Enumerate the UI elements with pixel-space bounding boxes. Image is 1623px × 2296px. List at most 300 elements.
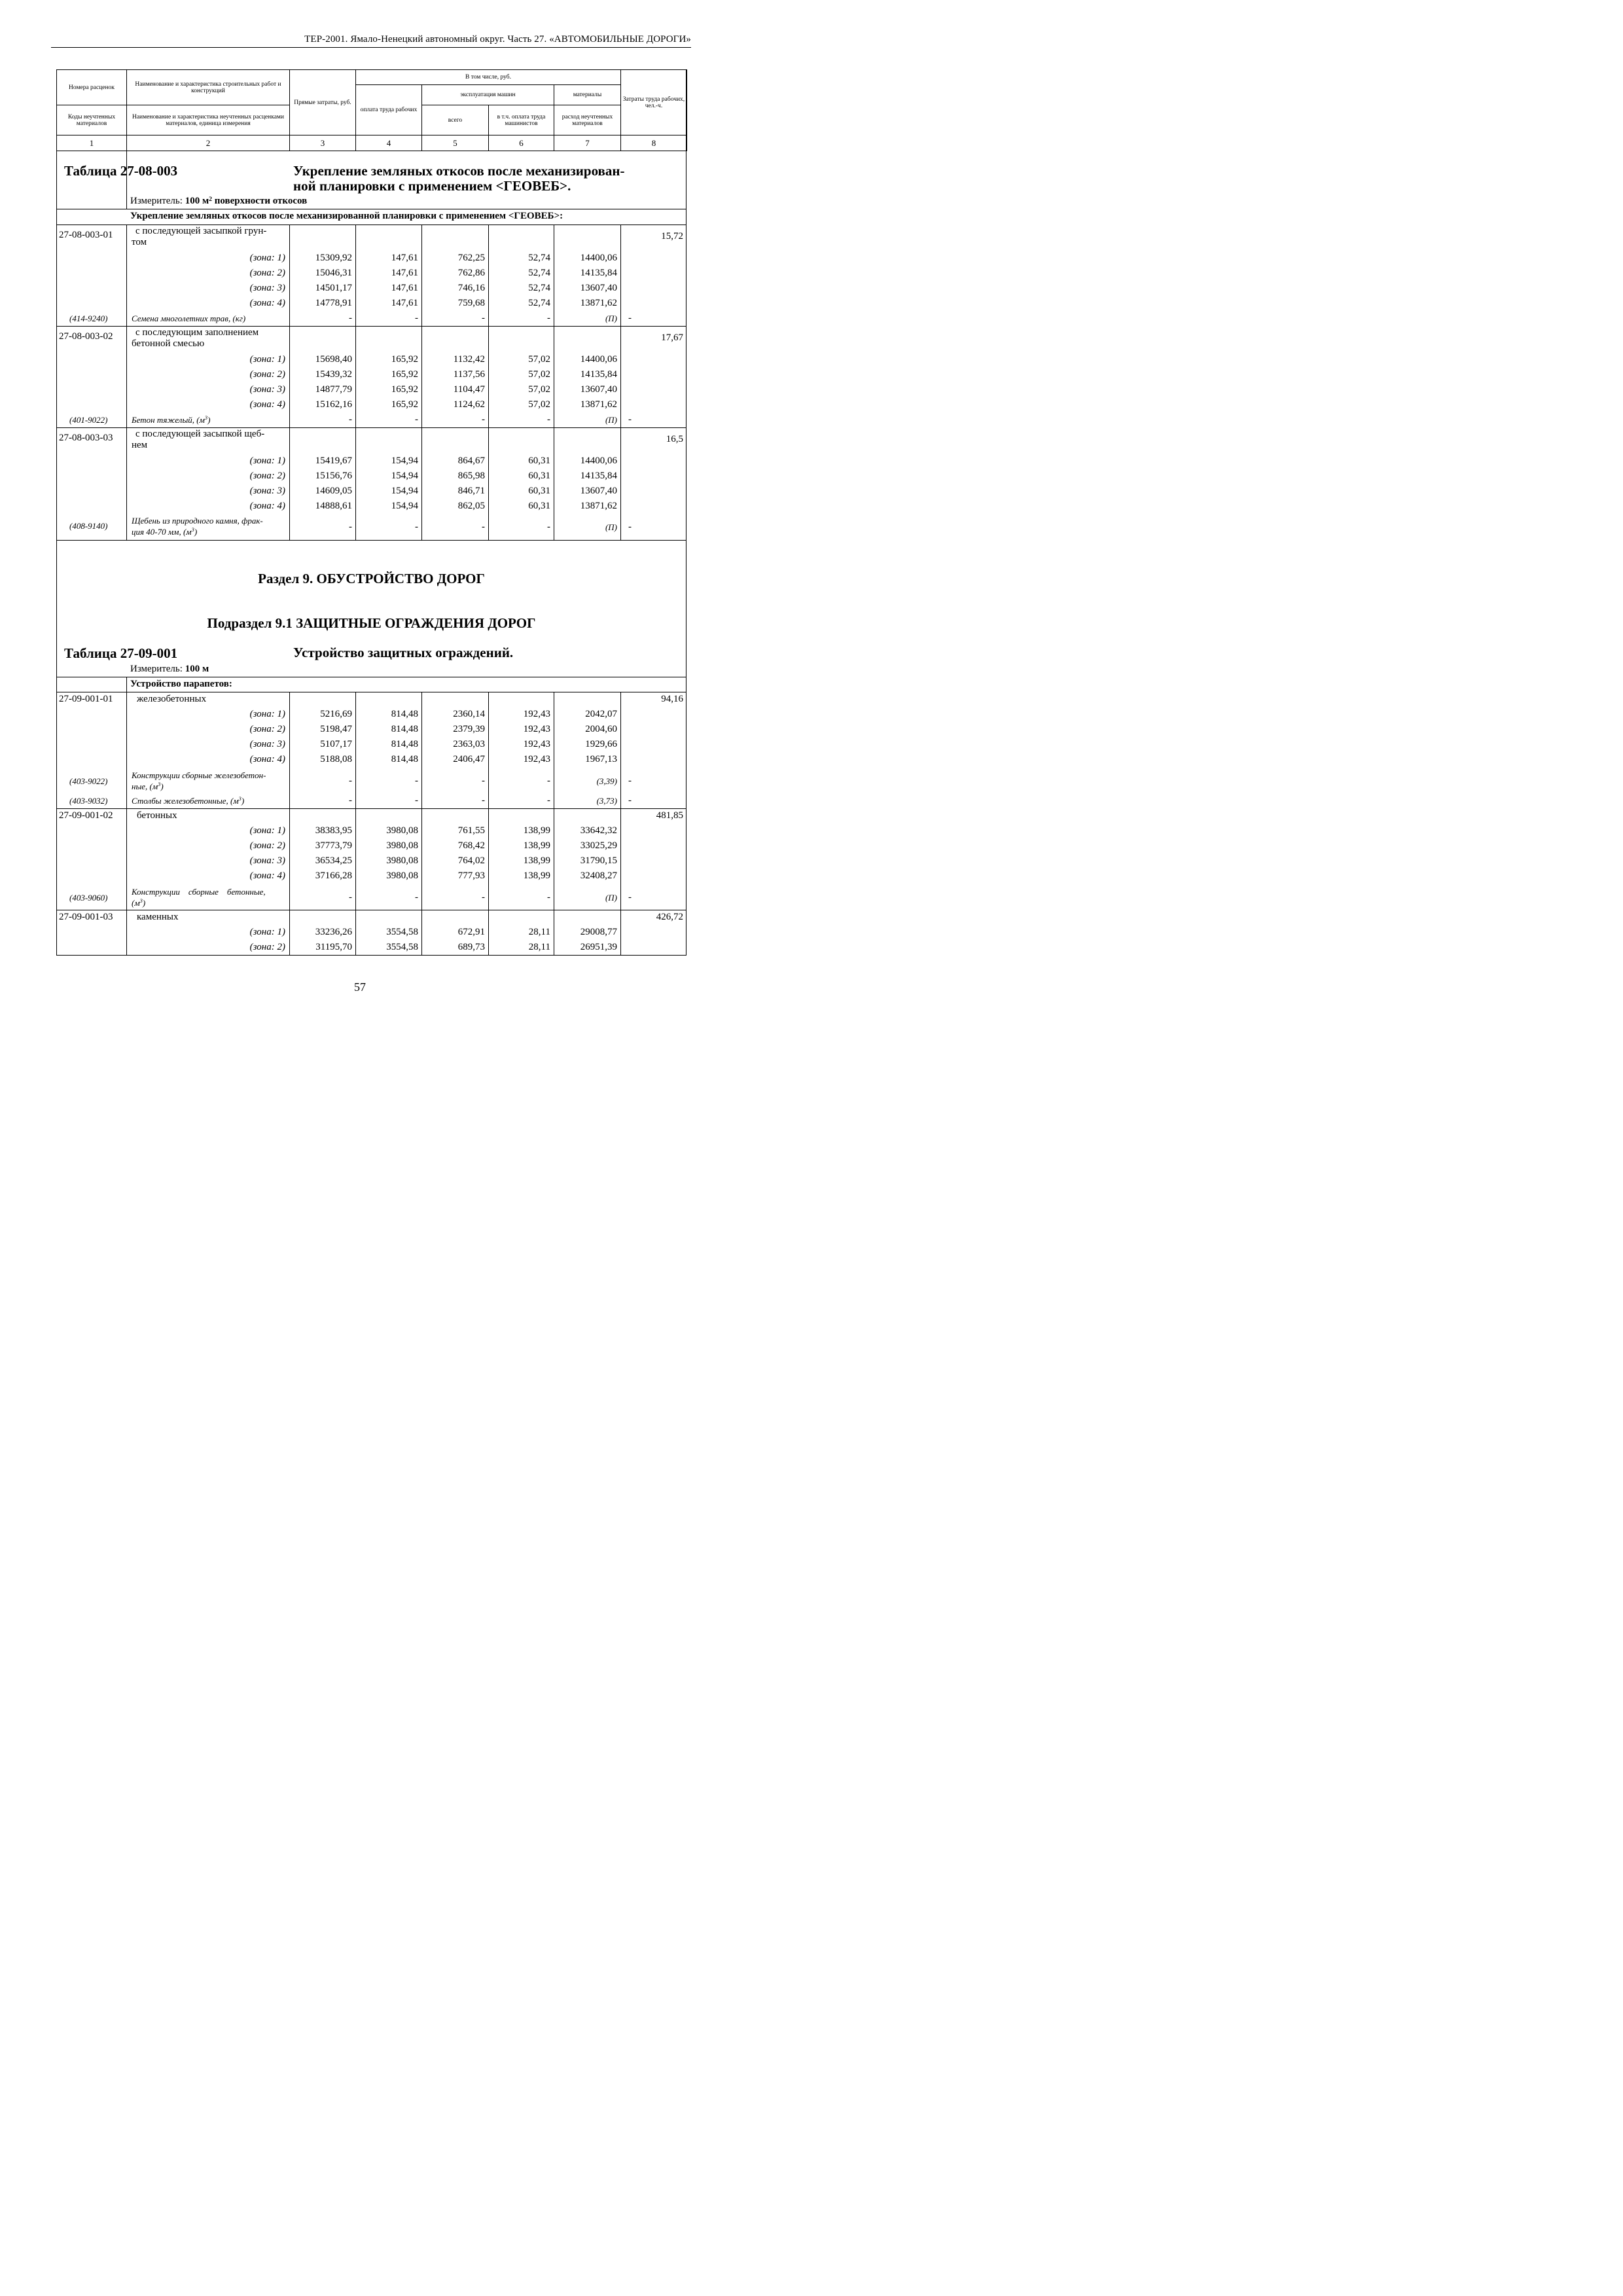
materials-cost: 31790,15 — [580, 855, 617, 866]
unit-exponent: 3 — [191, 526, 194, 533]
table-description — [293, 164, 679, 194]
machine-total: 2379,39 — [453, 724, 485, 734]
unit-close: ) — [241, 796, 245, 806]
zone-label: (зона: 1) — [249, 456, 285, 466]
materials-cost: 1967,13 — [585, 754, 617, 764]
col8-header: Затраты труда рабочих, чел.-ч. — [621, 70, 687, 135]
column-rule — [289, 427, 290, 540]
zone-label: (зона: 4) — [249, 399, 285, 410]
column-rule — [355, 692, 356, 808]
meter-label: Измеритель: — [130, 196, 183, 206]
materials-cost: 29008,77 — [580, 927, 617, 937]
dash: - — [628, 414, 632, 425]
dash: - — [547, 795, 550, 806]
table-title: Таблица 27-09-001 — [64, 645, 178, 661]
dash: - — [349, 776, 352, 786]
col7-header: расход неучтенных материалов — [554, 105, 621, 135]
col3-header: Прямые затраты, руб. — [290, 70, 356, 135]
labor-wage: 154,94 — [391, 471, 418, 481]
materials-cost: 32408,27 — [580, 870, 617, 881]
col4-header: оплата труда рабочих — [356, 85, 422, 135]
dash: - — [415, 795, 418, 806]
column-rule — [126, 326, 127, 427]
materials-cost: 2004,60 — [585, 724, 617, 734]
column-rule — [488, 808, 489, 910]
col6-header: в т.ч. оплата труда машинистов — [489, 105, 554, 135]
machine-total: 865,98 — [457, 471, 485, 481]
material-quantity: (П) — [605, 522, 617, 532]
direct-cost: 37166,28 — [315, 870, 352, 881]
machine-total: 762,25 — [457, 253, 485, 263]
machine-total: 2363,03 — [453, 739, 485, 749]
labor-cost: 17,67 — [661, 332, 683, 343]
dash: - — [547, 313, 550, 323]
work-name: каменных — [137, 912, 179, 922]
dash: - — [349, 313, 352, 323]
labor-wage: 3980,08 — [386, 855, 418, 866]
zone-label: (зона: 3) — [249, 486, 285, 496]
column-rule — [488, 692, 489, 808]
direct-cost: 5216,69 — [320, 709, 352, 719]
materials-cost: 14400,06 — [580, 253, 617, 263]
labor-wage: 165,92 — [391, 384, 418, 395]
labor-wage: 3554,58 — [386, 942, 418, 952]
rule — [56, 326, 687, 327]
material-name-text: Столбы железобетонные, (м — [132, 796, 239, 806]
direct-cost: 33236,26 — [315, 927, 352, 937]
labor-cost: 481,85 — [656, 810, 683, 821]
machine-total: 764,02 — [457, 855, 485, 866]
machines-header: эксплуатация машин — [422, 85, 554, 105]
column-rule — [620, 808, 621, 910]
dash: - — [547, 776, 550, 786]
labor-wage: 154,94 — [391, 456, 418, 466]
column-rule — [488, 427, 489, 540]
unit-exponent: 3 — [139, 897, 143, 904]
unit-close: ) — [194, 527, 198, 537]
column-rule — [421, 808, 422, 910]
materials-cost: 1929,66 — [585, 739, 617, 749]
machine-wage: 57,02 — [528, 399, 550, 410]
materials-cost: 13871,62 — [580, 501, 617, 511]
direct-cost: 14501,17 — [315, 283, 352, 293]
machine-wage: 57,02 — [528, 369, 550, 380]
dash: - — [349, 892, 352, 903]
unit-close: ) — [142, 898, 146, 908]
header-rule — [51, 47, 691, 48]
column-rule — [620, 692, 621, 808]
rate-code: 27-08-003-01 — [59, 230, 113, 240]
material-code: (401-9022) — [69, 415, 108, 425]
zone-label: (зона: 4) — [249, 754, 285, 764]
meter — [130, 664, 209, 675]
dash: - — [415, 776, 418, 786]
machine-wage: 28,11 — [528, 927, 550, 937]
group-heading: Укрепление земляных откосов после механизированной планировки с применением <ГЕОВЕБ>: — [130, 211, 563, 221]
rate-code: 27-09-001-03 — [59, 912, 113, 922]
column-rule — [488, 326, 489, 427]
unit-exponent: 3 — [204, 414, 208, 421]
direct-cost: 14609,05 — [315, 486, 352, 496]
zone-label: (зона: 2) — [249, 724, 285, 734]
zone-label: (зона: 3) — [249, 283, 285, 293]
material-name-line — [132, 897, 145, 908]
meter-suffix: поверхности откосов — [212, 196, 308, 206]
materials-cost: 33025,29 — [580, 840, 617, 851]
materials-cost: 13871,62 — [580, 298, 617, 308]
machine-wage: 192,43 — [523, 709, 550, 719]
column-rule — [126, 151, 127, 209]
direct-cost: 15698,40 — [315, 354, 352, 365]
machine-wage: 60,31 — [528, 501, 550, 511]
labor-wage: 3980,08 — [386, 840, 418, 851]
labor-wage: 3980,08 — [386, 825, 418, 836]
dash: - — [628, 892, 632, 903]
work-name-line: бетонной смесью — [132, 338, 205, 349]
labor-wage: 814,48 — [391, 724, 418, 734]
column-rule — [488, 910, 489, 956]
column-rule — [421, 326, 422, 427]
material-quantity: (3,39) — [596, 776, 617, 786]
dash: - — [547, 414, 550, 425]
direct-cost: 38383,95 — [315, 825, 352, 836]
direct-cost: 5188,08 — [320, 754, 352, 764]
col2-header-bottom: Наименование и характеристика неучтенных расценками материалов, единица измерения — [127, 105, 290, 135]
col-number: 8 — [621, 135, 687, 151]
material-code: (408-9140) — [69, 521, 108, 531]
dash: - — [628, 776, 632, 786]
machine-wage: 60,31 — [528, 456, 550, 466]
dash: - — [482, 892, 485, 903]
labor-wage: 814,48 — [391, 739, 418, 749]
material-name-text: Бетон тяжелый, (м — [132, 415, 205, 425]
zone-label: (зона: 2) — [249, 268, 285, 278]
column-rule — [126, 427, 127, 540]
labor-cost: 16,5 — [666, 434, 683, 444]
section-title: Раздел 9. ОБУСТРОЙСТВО ДОРОГ — [258, 571, 485, 586]
material-quantity: (П) — [605, 415, 617, 425]
column-rule — [355, 224, 356, 326]
direct-cost: 5198,47 — [320, 724, 352, 734]
dash: - — [482, 414, 485, 425]
materials-cost: 14135,84 — [580, 268, 617, 278]
rule — [56, 427, 687, 428]
dash: - — [482, 522, 485, 532]
direct-cost: 15309,92 — [315, 253, 352, 263]
machine-wage: 138,99 — [523, 855, 550, 866]
column-rule — [421, 427, 422, 540]
machine-wage: 192,43 — [523, 739, 550, 749]
machine-wage: 52,74 — [528, 283, 550, 293]
direct-cost: 37773,79 — [315, 840, 352, 851]
zone-label: (зона: 2) — [249, 471, 285, 481]
labor-wage: 3980,08 — [386, 870, 418, 881]
machine-total: 746,16 — [457, 283, 485, 293]
zone-label: (зона: 4) — [249, 298, 285, 308]
machine-total: 846,71 — [457, 486, 485, 496]
col-number: 2 — [127, 135, 290, 151]
dash: - — [628, 522, 632, 532]
column-rule — [126, 692, 127, 808]
material-quantity: (3,73) — [596, 796, 617, 806]
machine-total: 1124,62 — [453, 399, 485, 410]
rule — [56, 540, 687, 541]
material-name-text: ные, (м — [132, 781, 158, 791]
column-rule — [355, 326, 356, 427]
labor-wage: 147,61 — [391, 298, 418, 308]
materials-cost: 14135,84 — [580, 471, 617, 481]
machine-total: 1104,47 — [453, 384, 485, 395]
labor-wage: 147,61 — [391, 253, 418, 263]
column-rule — [421, 910, 422, 956]
zone-label: (зона: 2) — [249, 942, 285, 952]
zone-label: (зона: 1) — [249, 354, 285, 365]
labor-wage: 814,48 — [391, 709, 418, 719]
materials-cost: 14400,06 — [580, 456, 617, 466]
materials-cost: 2042,07 — [585, 709, 617, 719]
column-rule — [620, 910, 621, 956]
labor-wage: 147,61 — [391, 268, 418, 278]
machine-wage: 138,99 — [523, 840, 550, 851]
machine-total: 864,67 — [457, 456, 485, 466]
material-name-line — [132, 781, 164, 792]
work-name: бетонных — [137, 810, 177, 821]
labor-wage: 814,48 — [391, 754, 418, 764]
labor-wage: 165,92 — [391, 369, 418, 380]
table-description-line: ной планировки с применением <ГЕОВЕБ>. — [293, 178, 571, 194]
rate-code: 27-09-001-01 — [59, 694, 113, 704]
labor-cost: 94,16 — [661, 694, 683, 704]
machine-wage: 60,31 — [528, 486, 550, 496]
machine-wage: 60,31 — [528, 471, 550, 481]
rate-code: 27-08-003-02 — [59, 331, 113, 342]
direct-cost: 15156,76 — [315, 471, 352, 481]
direct-cost: 31195,70 — [315, 942, 352, 952]
work-name: железобетонных — [137, 694, 207, 704]
work-name-line: с последующим заполнением — [135, 327, 259, 338]
machine-wage: 192,43 — [523, 724, 550, 734]
column-rule — [488, 224, 489, 326]
materials-cost: 13607,40 — [580, 486, 617, 496]
column-rule — [620, 427, 621, 540]
dash: - — [349, 795, 352, 806]
col-number: 6 — [489, 135, 554, 151]
unit-close: ) — [207, 415, 211, 425]
dash: - — [628, 313, 632, 323]
direct-cost: 15162,16 — [315, 399, 352, 410]
material-name-line — [132, 414, 210, 425]
col1-header-bottom: Коды неучтенных материалов — [57, 105, 127, 135]
machine-total: 759,68 — [457, 298, 485, 308]
work-name-line: с последующей засыпкой щеб- — [135, 429, 265, 439]
column-rule — [421, 224, 422, 326]
column-rule — [289, 692, 290, 808]
direct-cost: 15046,31 — [315, 268, 352, 278]
direct-cost: 15419,67 — [315, 456, 352, 466]
zone-label: (зона: 2) — [249, 369, 285, 380]
column-rule — [126, 224, 127, 326]
work-name-line: нем — [132, 440, 148, 450]
machine-total: 768,42 — [457, 840, 485, 851]
group-heading: Устройство парапетов: — [130, 679, 232, 689]
zone-label: (зона: 4) — [249, 870, 285, 881]
machine-total: 689,73 — [457, 942, 485, 952]
meter-sup: 2 — [209, 196, 213, 203]
zone-label: (зона: 1) — [249, 253, 285, 263]
machine-total: 2406,47 — [453, 754, 485, 764]
materials-cost: 14400,06 — [580, 354, 617, 365]
materials-cost: 13607,40 — [580, 384, 617, 395]
labor-wage: 165,92 — [391, 399, 418, 410]
subsection-title: Подраздел 9.1 ЗАЩИТНЫЕ ОГРАЖДЕНИЯ ДОРОГ — [207, 615, 536, 631]
column-rule — [289, 326, 290, 427]
machine-wage: 52,74 — [528, 268, 550, 278]
column-rule — [289, 224, 290, 326]
machine-wage: 57,02 — [528, 354, 550, 365]
dash: - — [415, 414, 418, 425]
work-name-line: том — [132, 237, 147, 247]
material-name-text: (м — [132, 898, 140, 908]
zone-label: (зона: 3) — [249, 384, 285, 395]
machine-wage: 52,74 — [528, 253, 550, 263]
column-rule — [126, 677, 127, 692]
unit-exponent: 3 — [238, 795, 241, 802]
zone-label: (зона: 3) — [249, 739, 285, 749]
zone-label: (зона: 1) — [249, 709, 285, 719]
table-title: Таблица 27-08-003 — [64, 163, 178, 179]
labor-cost: 15,72 — [661, 231, 683, 242]
col1-header-top: Номера расценок — [57, 70, 127, 105]
material-name: Семена многолетних трав, (кг) — [132, 314, 246, 323]
col-number: 1 — [57, 135, 127, 151]
machine-total: 862,05 — [457, 501, 485, 511]
unit-close: ) — [160, 781, 164, 791]
machine-total: 2360,14 — [453, 709, 485, 719]
zone-label: (зона: 1) — [249, 825, 285, 836]
zone-label: (зона: 3) — [249, 855, 285, 866]
direct-cost: 14877,79 — [315, 384, 352, 395]
machine-wage: 52,74 — [528, 298, 550, 308]
meter-label: Измеритель: — [130, 664, 183, 674]
work-name-line: с последующей засыпкой грун- — [135, 226, 267, 236]
direct-cost: 14778,91 — [315, 298, 352, 308]
zone-label: (зона: 2) — [249, 840, 285, 851]
col5-header: всего — [422, 105, 489, 135]
materials-header: материалы — [554, 85, 621, 105]
materials-cost: 14135,84 — [580, 369, 617, 380]
material-code: (403-9032) — [69, 796, 108, 806]
column-header-table — [56, 69, 687, 151]
table-description: Устройство защитных ограждений. — [293, 645, 514, 660]
rate-code: 27-08-003-03 — [59, 433, 113, 443]
direct-cost: 14888,61 — [315, 501, 352, 511]
material-code: (403-9022) — [69, 776, 108, 786]
rule — [56, 224, 687, 225]
rule — [56, 808, 687, 809]
dash: - — [349, 522, 352, 532]
material-code: (403-9060) — [69, 893, 108, 903]
meter-value: 100 м — [185, 664, 209, 674]
material-name-line — [132, 526, 197, 537]
materials-cost: 33642,32 — [580, 825, 617, 836]
table-body — [56, 151, 687, 956]
col2-header-top: Наименование и характеристика строительных работ и конструкций — [127, 70, 290, 105]
material-name-line: Щебень из природного камня, фрак- — [132, 516, 263, 526]
material-quantity: (П) — [605, 893, 617, 903]
direct-cost: 5107,17 — [320, 739, 352, 749]
machine-wage: 138,99 — [523, 825, 550, 836]
labor-wage: 154,94 — [391, 486, 418, 496]
labor-wage: 3554,58 — [386, 927, 418, 937]
dash: - — [482, 776, 485, 786]
materials-cost: 13871,62 — [580, 399, 617, 410]
col-number: 3 — [290, 135, 356, 151]
column-rule — [421, 692, 422, 808]
meter — [130, 196, 307, 207]
labor-wage: 154,94 — [391, 501, 418, 511]
machine-total: 1137,56 — [453, 369, 485, 380]
dash: - — [482, 795, 485, 806]
dash: - — [482, 313, 485, 323]
material-code: (414-9240) — [69, 314, 108, 323]
dash: - — [628, 795, 632, 806]
dash: - — [547, 892, 550, 903]
column-rule — [355, 808, 356, 910]
including-header: В том числе, руб. — [356, 70, 621, 85]
dash: - — [415, 892, 418, 903]
col-number: 7 — [554, 135, 621, 151]
column-rule — [355, 910, 356, 956]
machine-wage: 28,11 — [528, 942, 550, 952]
page-number: 57 — [354, 980, 366, 994]
direct-cost: 36534,25 — [315, 855, 352, 866]
rate-code: 27-09-001-02 — [59, 810, 113, 821]
material-name-text: ция 40-70 мм, (м — [132, 527, 192, 537]
dash: - — [547, 522, 550, 532]
running-header: ТЕР-2001. Ямало-Ненецкий автономный округ. Часть 27. «АВТОМОБИЛЬНЫЕ ДОРОГИ» — [304, 34, 691, 45]
machine-total: 761,55 — [457, 825, 485, 836]
labor-cost: 426,72 — [656, 912, 683, 922]
col-number: 5 — [422, 135, 489, 151]
dash: - — [349, 414, 352, 425]
unit-exponent: 3 — [158, 781, 161, 787]
zone-label: (зона: 4) — [249, 501, 285, 511]
dash: - — [415, 522, 418, 532]
materials-cost: 26951,39 — [580, 942, 617, 952]
material-name-line — [132, 795, 244, 806]
column-rule — [126, 808, 127, 910]
column-rule — [620, 224, 621, 326]
meter-value: 100 м — [185, 196, 209, 206]
col-number: 4 — [356, 135, 422, 151]
labor-wage: 147,61 — [391, 283, 418, 293]
direct-cost: 15439,32 — [315, 369, 352, 380]
machine-wage: 138,99 — [523, 870, 550, 881]
column-rule — [620, 326, 621, 427]
column-rule — [289, 808, 290, 910]
machine-total: 777,93 — [457, 870, 485, 881]
column-rule — [126, 910, 127, 956]
dash: - — [415, 313, 418, 323]
table-description-line: Укрепление земляных откосов после механизирован- — [293, 163, 625, 179]
zone-label: (зона: 1) — [249, 927, 285, 937]
machine-total: 762,86 — [457, 268, 485, 278]
machine-wage: 192,43 — [523, 754, 550, 764]
material-name-line: Конструкции сборные бетонные, — [132, 887, 266, 897]
materials-cost: 13607,40 — [580, 283, 617, 293]
machine-total: 672,91 — [457, 927, 485, 937]
material-quantity: (П) — [605, 314, 617, 323]
